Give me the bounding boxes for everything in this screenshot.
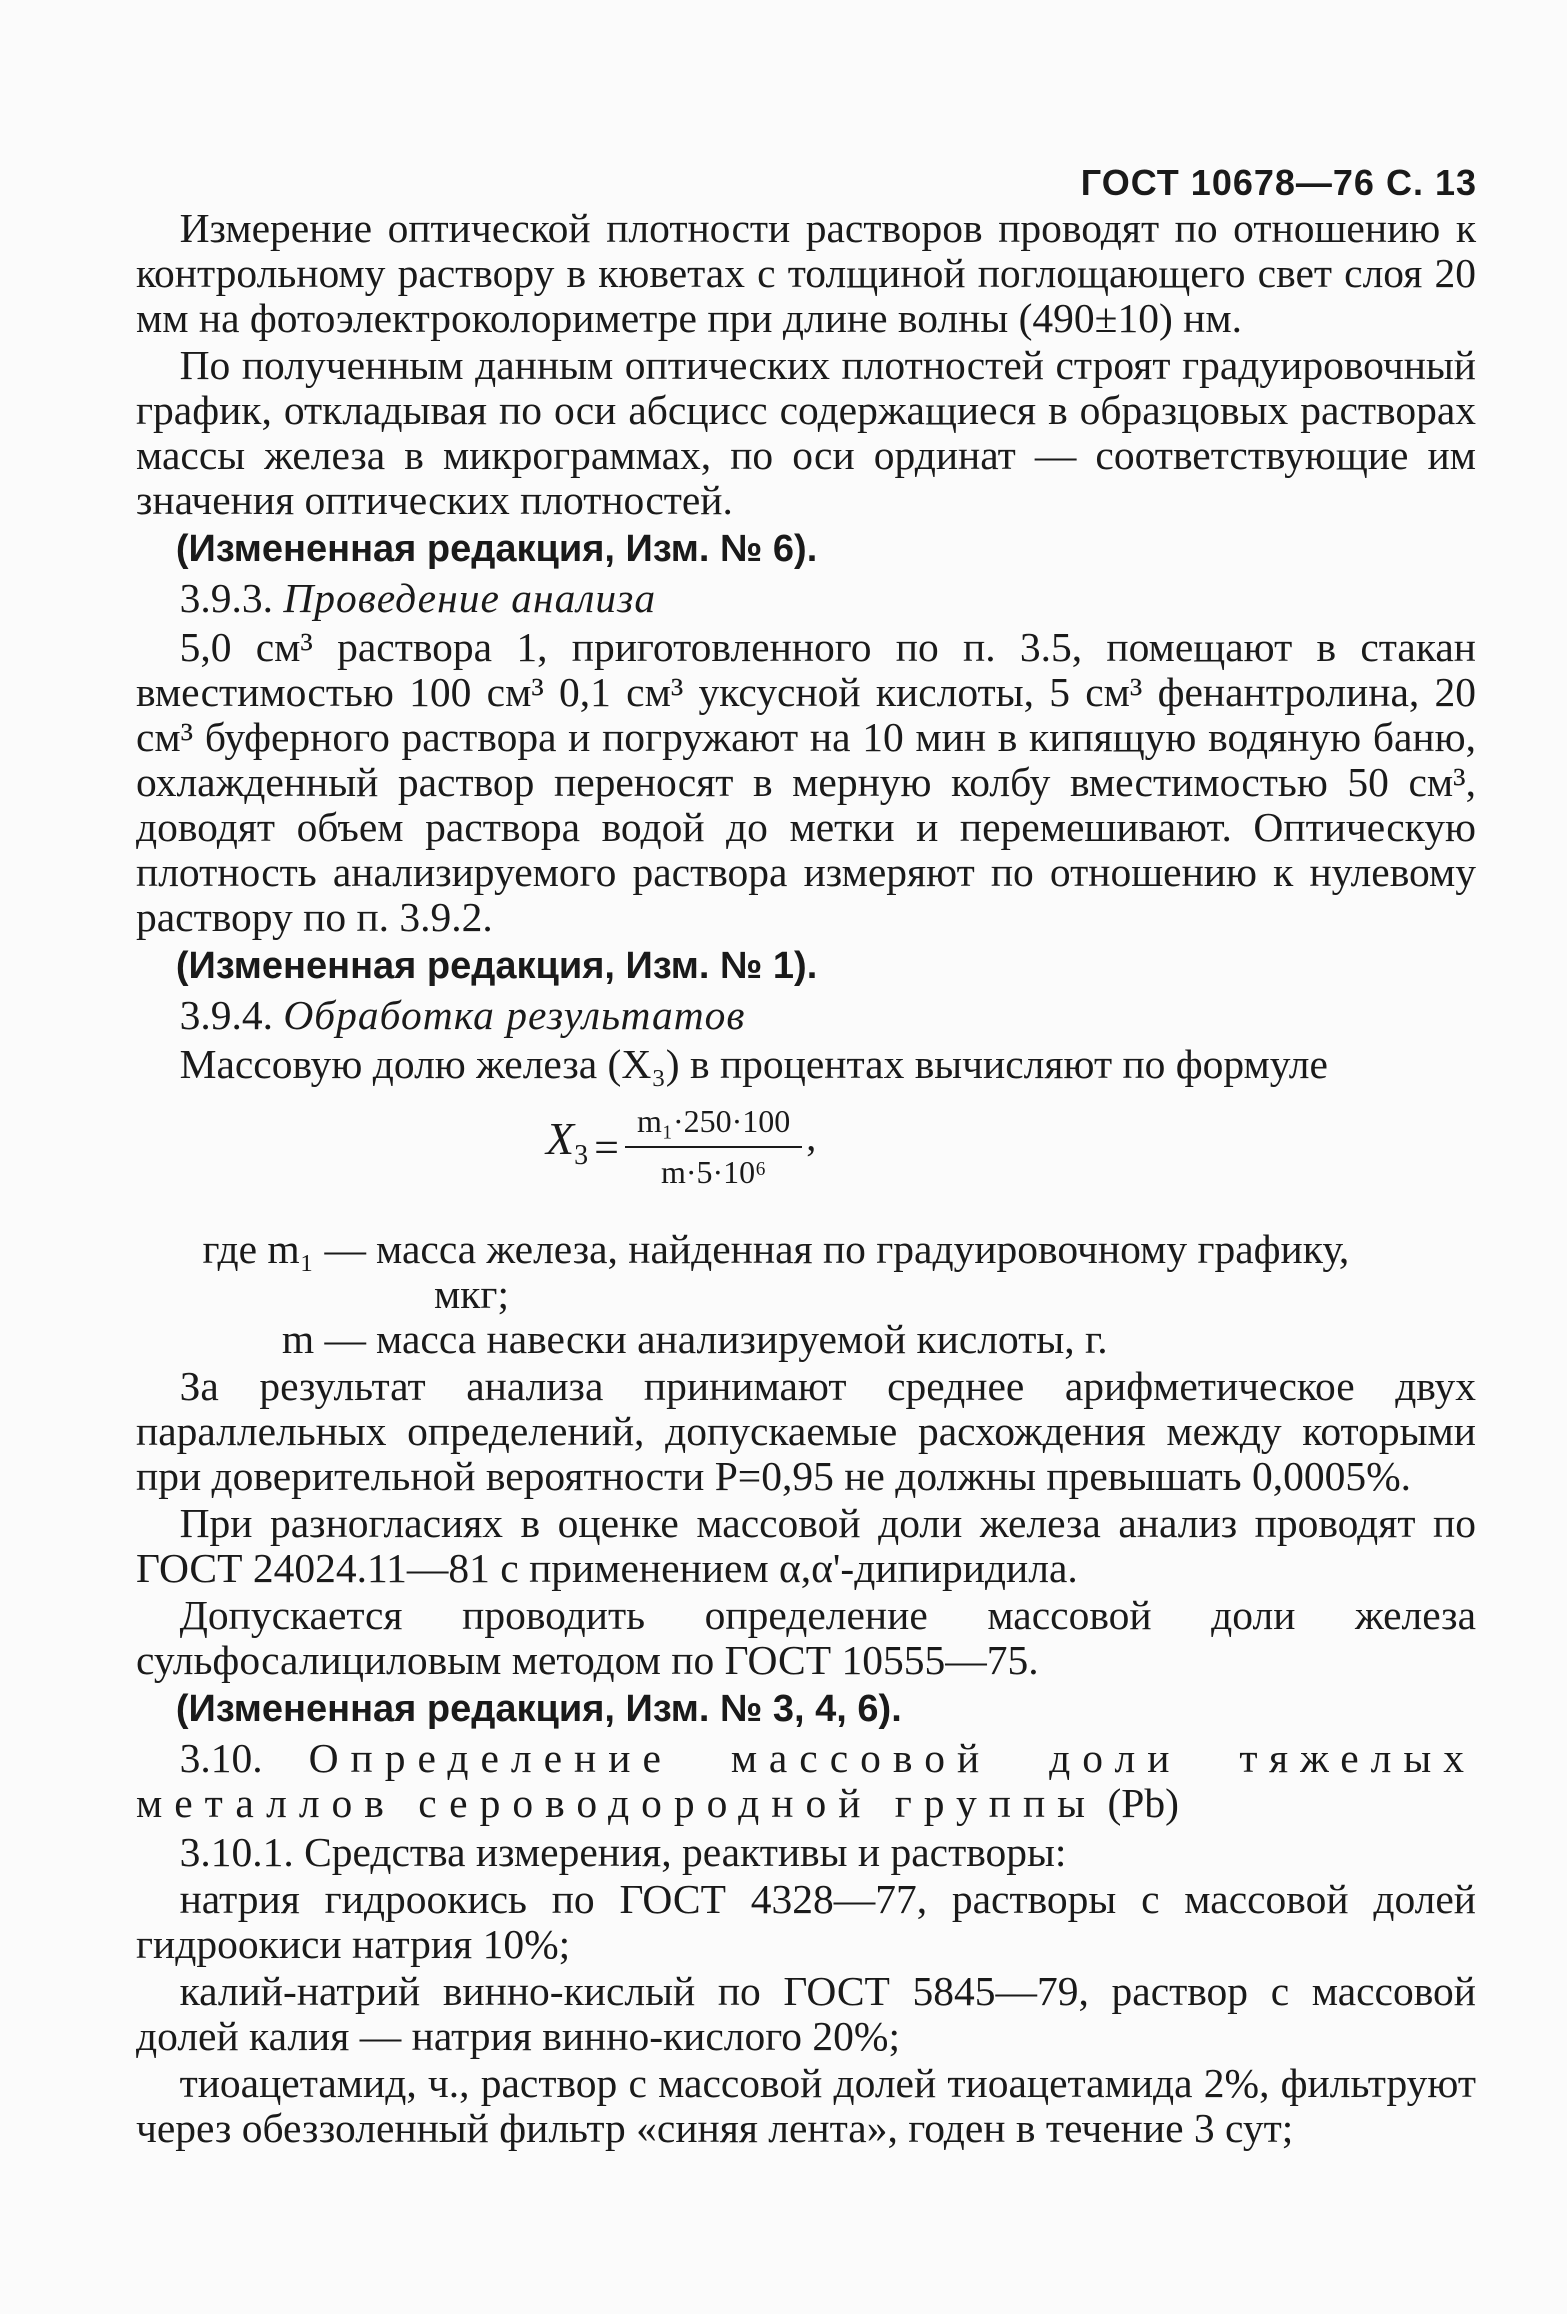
paragraph-procedure: 5,0 см³ раствора 1, приготовленного по п. 3.5, помещают в стакан вместимостью 100 см³ 0,1 см³ уксусной кислоты, 5 см³ фенантролина, 20 см³ буферного раствора и погружают на 10 мин в кипящую водяную баню, охлажденный раствор переносят в мерную колбу вместимостью 50 см³, доводят объем раствора водой до метки и перемешивают. Оптическую плотность анализируемого раствора измеряют по отношению к нулевому раствору по п. 3.9.2.	[136, 624, 1476, 940]
section-3-9-4-heading	[136, 993, 1476, 1038]
section-title-suffix: (Pb)	[1107, 1780, 1179, 1826]
section-3-9-3-heading	[136, 576, 1476, 621]
reagent-sodium-hydroxide: натрия гидроокись по ГОСТ 4328—77, растворы с массовой долей гидроокиси натрия 10%;	[136, 1876, 1476, 1967]
definition-symbol: m —	[281, 1316, 366, 1362]
reagent-potassium-sodium-tartrate: калий-натрий винно-кислый по ГОСТ 5845—79, раствор с массовой долей калия — натрия винно-кислого 20%;	[136, 1968, 1476, 2059]
section-number: 3.10.	[179, 1735, 263, 1781]
formula-fraction	[625, 1099, 802, 1195]
paragraph-calibration-graph: По полученным данным оптических плотностей строят градуировочный график, откладывая по оси абсцисс содержащиеся в образцовых растворах массы железа в микрограммах, по оси ординат — соответствующие им значения оптических плотностей.	[136, 342, 1476, 523]
formula-comma: ,	[806, 1114, 817, 1159]
formula-denominator: m·5·10⁶	[660, 1154, 767, 1190]
section-title: Определение массовой доли тяжелых металлов сероводородной группы	[136, 1735, 1476, 1826]
definition-m1	[136, 1227, 1476, 1272]
paragraph-disagreement: При разногласиях в оценке массовой доли железа анализ проводят по ГОСТ 24024.11—81 с применением α,α'-дипиридила.	[136, 1500, 1476, 1591]
page-header: ГОСТ 10678—76 С. 13	[1080, 162, 1477, 203]
paragraph-alternative-method: Допускается проводить определение массовой доли железа сульфосалициловым методом по ГОСТ 10555—75.	[136, 1592, 1476, 1683]
paragraph-measurement: Измерение оптической плотности растворов проводят по отношению к контрольному раствору в кюветах с толщиной поглощающего свет слоя 20 мм на фотоэлектроколориметре при длине волны (490±10) нм.	[136, 205, 1476, 341]
paragraph-result: За результат анализа принимают среднее арифметическое двух параллельных определений, допускаемые расхождения между которыми при доверительной вероятности P=0,95 не должны превышать 0,0005%.	[136, 1363, 1476, 1499]
definition-text: масса железа, найденная по градуировочному графику,	[376, 1226, 1350, 1272]
formula-equals: =	[594, 1122, 619, 1172]
definition-text: масса навески анализируемой кислоты, г.	[376, 1316, 1108, 1362]
amendment-note: (Измененная редакция, Изм. № 1).	[175, 945, 818, 987]
definition-symbol: где m₁ —	[202, 1226, 366, 1272]
section-title: Проведение анализа	[283, 575, 657, 621]
iron-fraction-formula	[546, 1099, 816, 1195]
amendment-note: (Измененная редакция, Изм. № 6).	[175, 528, 818, 570]
amendment-note: (Измененная редакция, Изм. № 3, 4, 6).	[175, 1688, 902, 1730]
definition-continuation: мкг;	[434, 1271, 509, 1317]
variable-definitions	[136, 1227, 1476, 1362]
definition-m	[136, 1317, 1476, 1362]
section-3-10-heading	[136, 1736, 1476, 1826]
paragraph-instruments-heading: 3.10.1. Средства измерения, реактивы и растворы:	[179, 1829, 1067, 1875]
section-number: 3.9.4.	[179, 992, 273, 1038]
section-number: 3.9.3.	[179, 575, 273, 621]
paragraph-formula-intro: Массовую долю железа (X₃) в процентах вычисляют по формуле	[179, 1041, 1328, 1087]
reagent-thioacetamide: тиоацетамид, ч., раствор с массовой долей тиоацетамида 2%, фильтруют через обеззоленный фильтр «синяя лента», годен в течение 3 сут;	[136, 2060, 1476, 2151]
formula-block	[136, 1091, 1476, 1221]
document-body	[136, 206, 1476, 2153]
formula-numerator: m₁·250·100	[625, 1099, 802, 1148]
section-title: Обработка результатов	[283, 992, 746, 1038]
formula-lhs: $X_3$	[546, 1112, 589, 1172]
